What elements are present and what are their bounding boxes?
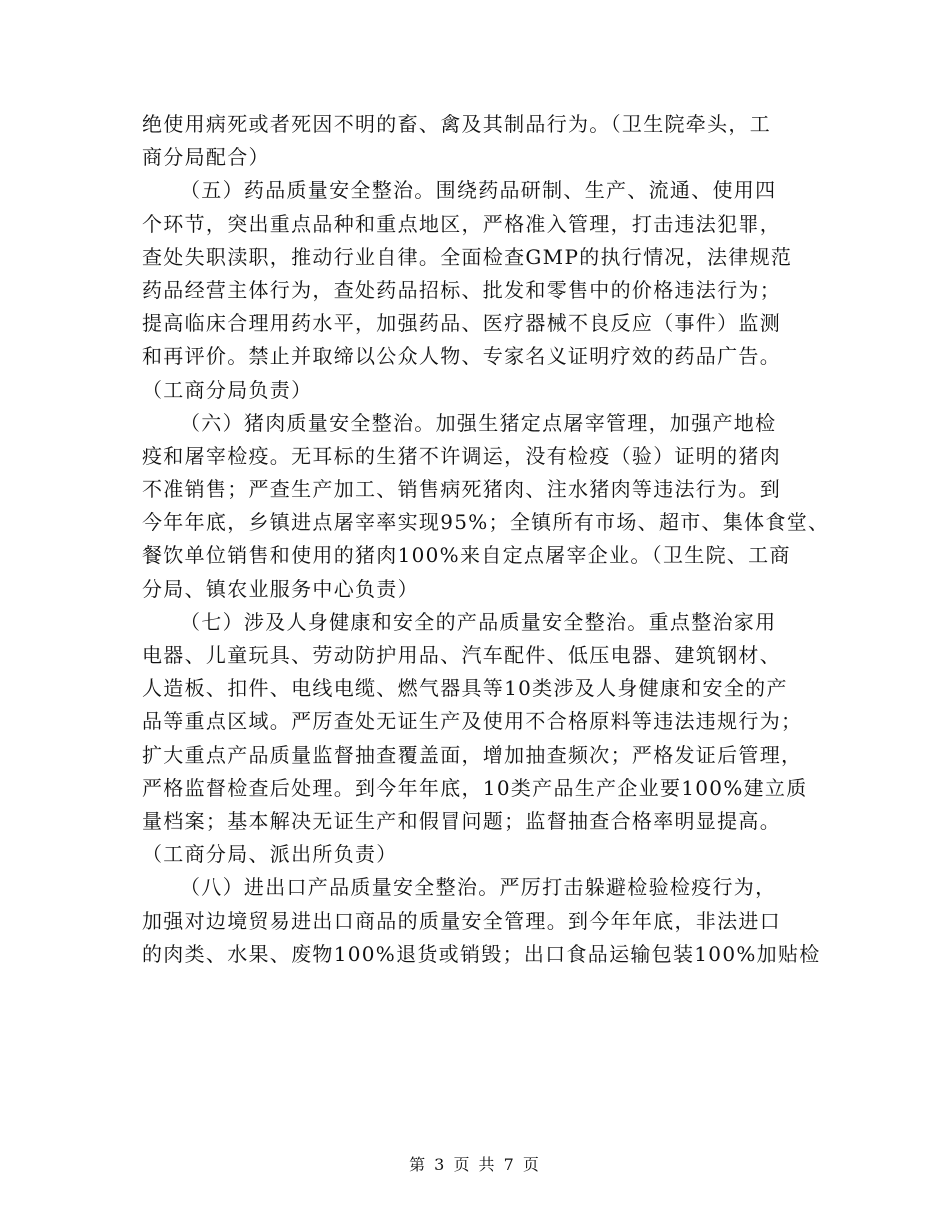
text-line: 查处失职渎职，推动行业自律。全面检查GMP的执行情况，法律规范 (142, 244, 793, 269)
text-line: 疫和屠宰检疫。无耳标的生猪不许调运，没有检疫（验）证明的猪肉 (142, 443, 781, 468)
text-line: 严格监督检查后处理。到今年年底，10类产品生产企业要100%建立质 (142, 775, 808, 800)
section-5-heading-line: （五）药品质量安全整治。围绕药品研制、生产、流通、使用四 (180, 178, 777, 203)
text-line: 扩大重点产品质量监督抽查覆盖面，增加抽查频次；严格发证后管理， (142, 742, 803, 767)
text-line: 今年年底，乡镇进点屠宰率实现95%；全镇所有市场、超市、集体食堂、 (142, 510, 830, 535)
page-number-footer: 第 3 页 共 7 页 (409, 1155, 541, 1174)
section-7-heading-line: （七）涉及人身健康和安全的产品质量安全整治。重点整治家用 (180, 609, 777, 634)
text-line: 餐饮单位销售和使用的猪肉100%来自定点屠宰企业。（卫生院、工商 (142, 543, 791, 568)
text-line: 绝使用病死或者死因不明的畜、禽及其制品行为。（卫生院牵头，工 (142, 112, 771, 136)
document-body (142, 108, 832, 971)
text-line: 个环节，突出重点品种和重点地区，严格准入管理，打击违法犯罪， (142, 211, 781, 236)
text-line: （工商分局负责） (142, 377, 313, 402)
text-line: 分局、镇农业服务中心负责） (142, 576, 419, 601)
text-line: 电器、儿童玩具、劳动防护用品、汽车配件、低压电器、建筑钢材、 (142, 643, 781, 667)
section-8-heading-line: （八）进出口产品质量安全整治。严厉打击躲避检验检疫行为， (180, 875, 777, 900)
section-6-heading-line: （六）猪肉质量安全整治。加强生猪定点屠宰管理，加强产地检 (180, 410, 777, 435)
text-line: （工商分局、派出所负责） (142, 842, 398, 867)
text-line: 药品经营主体行为，查处药品招标、批发和零售中的价格违法行为； (142, 277, 781, 302)
text-line: 的肉类、水果、废物100%退货或销毁；出口食品运输包装100%加贴检 (142, 941, 821, 966)
text-line: 提高临床合理用药水平，加强药品、医疗器械不良反应（事件）监测 (142, 311, 781, 336)
text-line: 加强对边境贸易进出口商品的质量安全管理。到今年年底，非法进口 (142, 908, 781, 933)
text-line: 品等重点区域。严厉查处无证生产及使用不合格原料等违法违规行为； (142, 709, 803, 734)
text-line: 量档案；基本解决无证生产和假冒问题；监督抽查合格率明显提高。 (142, 808, 781, 833)
text-line: 人造板、扣件、电线电缆、燃气器具等10类涉及人身健康和安全的产 (142, 676, 788, 701)
text-line: 不准销售；严查生产加工、销售病死猪肉、注水猪肉等违法行为。到 (142, 477, 781, 502)
text-line: 商分局配合） (142, 145, 270, 170)
text-line: 和再评价。禁止并取缔以公众人物、专家名义证明疗效的药品广告。 (142, 344, 781, 369)
